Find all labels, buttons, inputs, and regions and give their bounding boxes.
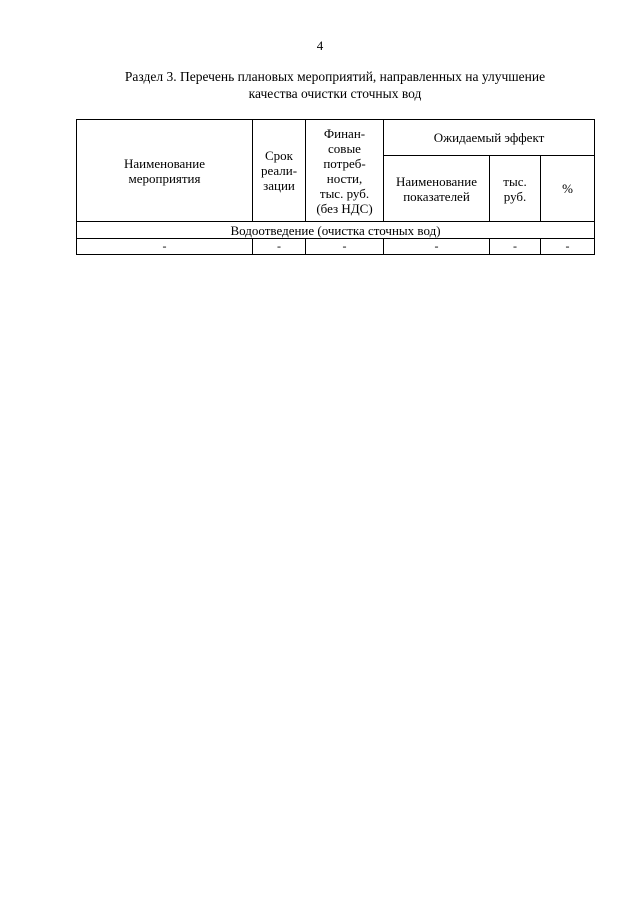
cell-measure-name: - (77, 239, 253, 255)
header-expected-effect: Ожидаемый эффект (384, 120, 595, 156)
cell-thousand-rub: - (490, 239, 541, 255)
section-title-line-1: Раздел 3. Перечень плановых мероприятий, направленных на улучшение (124, 69, 546, 84)
table-row (77, 239, 595, 255)
cell-indicator-name: - (384, 239, 490, 255)
group-title: Водоотведение (очистка сточных вод) (77, 222, 595, 239)
group-row (77, 222, 595, 239)
section-title-line-2: качества очистки сточных вод (248, 86, 422, 101)
header-measure-name: Наименование мероприятия (77, 120, 253, 222)
page-number: 4 (316, 38, 324, 53)
header-percent: % (541, 156, 595, 222)
header-indicator-name: Наименование показателей (384, 156, 490, 222)
header-term: Срок реали- зации (253, 120, 306, 222)
header-thousand-rub: тыс. руб. (490, 156, 541, 222)
section-title (60, 68, 610, 102)
cell-financial-needs: - (306, 239, 384, 255)
measures-table (76, 119, 595, 255)
header-financial-needs: Финан- совые потреб- ности, тыс. руб. (без НДС) (306, 120, 384, 222)
cell-percent: - (541, 239, 595, 255)
cell-term: - (253, 239, 306, 255)
